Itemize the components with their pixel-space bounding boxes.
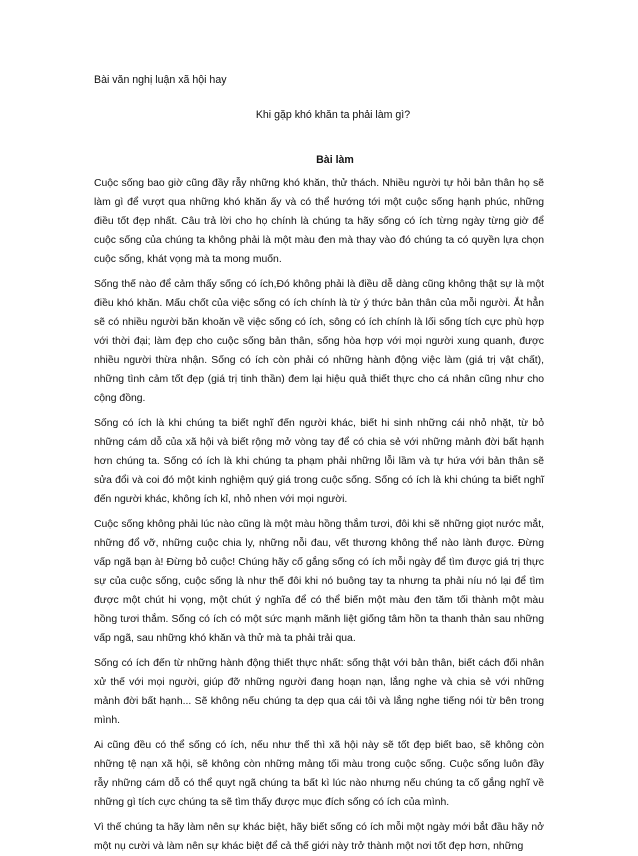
paragraph: Sống có ích là khi chúng ta biết nghĩ đến người khác, biết hi sinh những cái nhỏ nhặt, từ bỏ những cám dỗ của xã hội và biết rộng mở vòng tay để có chia sẻ với những mảnh đời bất hạnh hơn chúng ta. Sống có ích là khi chúng ta phạm phải những lỗi lầm và tự hứa với bản thân sẽ sửa đổi và coi đó một kinh nghiệm quý giá trong cuộc sống. Sống có ích là khi chúng ta biết nghĩ đến người khác, không ích kỉ, nhỏ nhen với mọi người. (94, 418, 544, 505)
paragraph: Vì thế chúng ta hãy làm nên sự khác biệt, hãy biết sống có ích mỗi một ngày mới bắt đầu hãy nở một nụ cười và làm nên sự khác biệt để cả thế giới này trở thành một nơi tốt đẹp hơn, những (94, 822, 544, 852)
document-title: Khi gặp khó khăn ta phải làm gì? (255, 109, 411, 121)
paragraph: Sống thế nào để cảm thấy sống có ích,Đó không phải là điều dễ dàng cũng không thật sự là một điều khó khăn. Mấu chốt của việc sống có ích chính là từ ý thức bản thân của mỗi người. Ắt hẳn sẽ có nhiều người băn khoăn về việc sống có ích, sông có ích chính là lối sống tích cực phù hợp với thời đại; làm đẹp cho cuộc sống bản thân, sống hòa hợp với mọi người xung quanh, được nhiều người thừa nhận. Sống có ích còn phải có những hành động việc làm (giá trị vật chất), những tình cảm tốt đẹp (giá trị tinh thần) đem lại hiệu quả thiết thực cho cá nhân cũng như cho cộng đồng. (94, 279, 544, 404)
document-body (94, 174, 544, 856)
paragraph: Sống có ích đến từ những hành động thiết thực nhất: sống thật với bản thân, biết cách đối nhân xử thế với mọi người, giúp đỡ những người đang hoạn nạn, lắng nghe và chia sẻ với những mảnh đời bất hạnh... Sẽ không nếu chúng ta dẹp qua cái tôi và lắng nghe tiếng nói từ bên trong mình. (94, 658, 544, 726)
document-subtitle: Bài làm (316, 154, 354, 166)
paragraph: Ai cũng đều có thể sống có ích, nếu như thế thì xã hội này sẽ tốt đẹp biết bao, sẽ không còn những tệ nạn xã hội, sẽ không còn những mảng tối màu trong cuộc sống. Cuộc sống luôn đầy rẫy những cám dỗ có thể quyt ngã chúng ta bất kì lúc nào nhưng nếu chúng ta cố gắng nghĩ về những gì tích cực chúng ta sẽ tìm thấy được mục đích sống có ích của mình. (94, 740, 544, 808)
paragraph: Cuộc sống bao giờ cũng đầy rẫy những khó khăn, thử thách. Nhiều người tự hỏi bản thân họ sẽ làm gì để vượt qua những khó khăn ấy và có thể hướng tới một cuộc sống hạnh phúc, những điều tốt đẹp nhất. Câu trả lời cho họ chính là chúng ta hãy sống có ích từng ngày từng giờ để cuộc sống của chúng ta không phải là một màu đen mà thay vào đó chúng ta có quyền lựa chọn cuộc sống, khát vọng mà ta mong muốn. (94, 178, 544, 265)
document-label: Bài văn nghị luận xã hội hay (94, 74, 227, 86)
paragraph: Cuộc sống không phải lúc nào cũng là một màu hồng thắm tươi, đôi khi sẽ những giọt nước mắt, những đổ vỡ, những cuộc chia ly, những nỗi đau, vết thương không thể nào lành được. Đừng vấp ngã bạn à! Đừng bỏ cuộc! Chúng hãy cố gắng sống có ích mỗi ngày để tìm được giá trị thực sự của cuộc sống, cuộc sống là như thế đôi khi nó buông tay ta nhưng ta phải níu nó lại để tìm được một chút hi vọng, một chút ý nghĩa để có thể biến một màu đen tăm tối thành một màu hồng tươi thắm. Sống có ích có một sức mạnh mãnh liệt giống tâm hồn ta thanh thản sau những vấp ngã, sau những khó khăn và thử mà ta phải trải qua. (94, 519, 544, 644)
